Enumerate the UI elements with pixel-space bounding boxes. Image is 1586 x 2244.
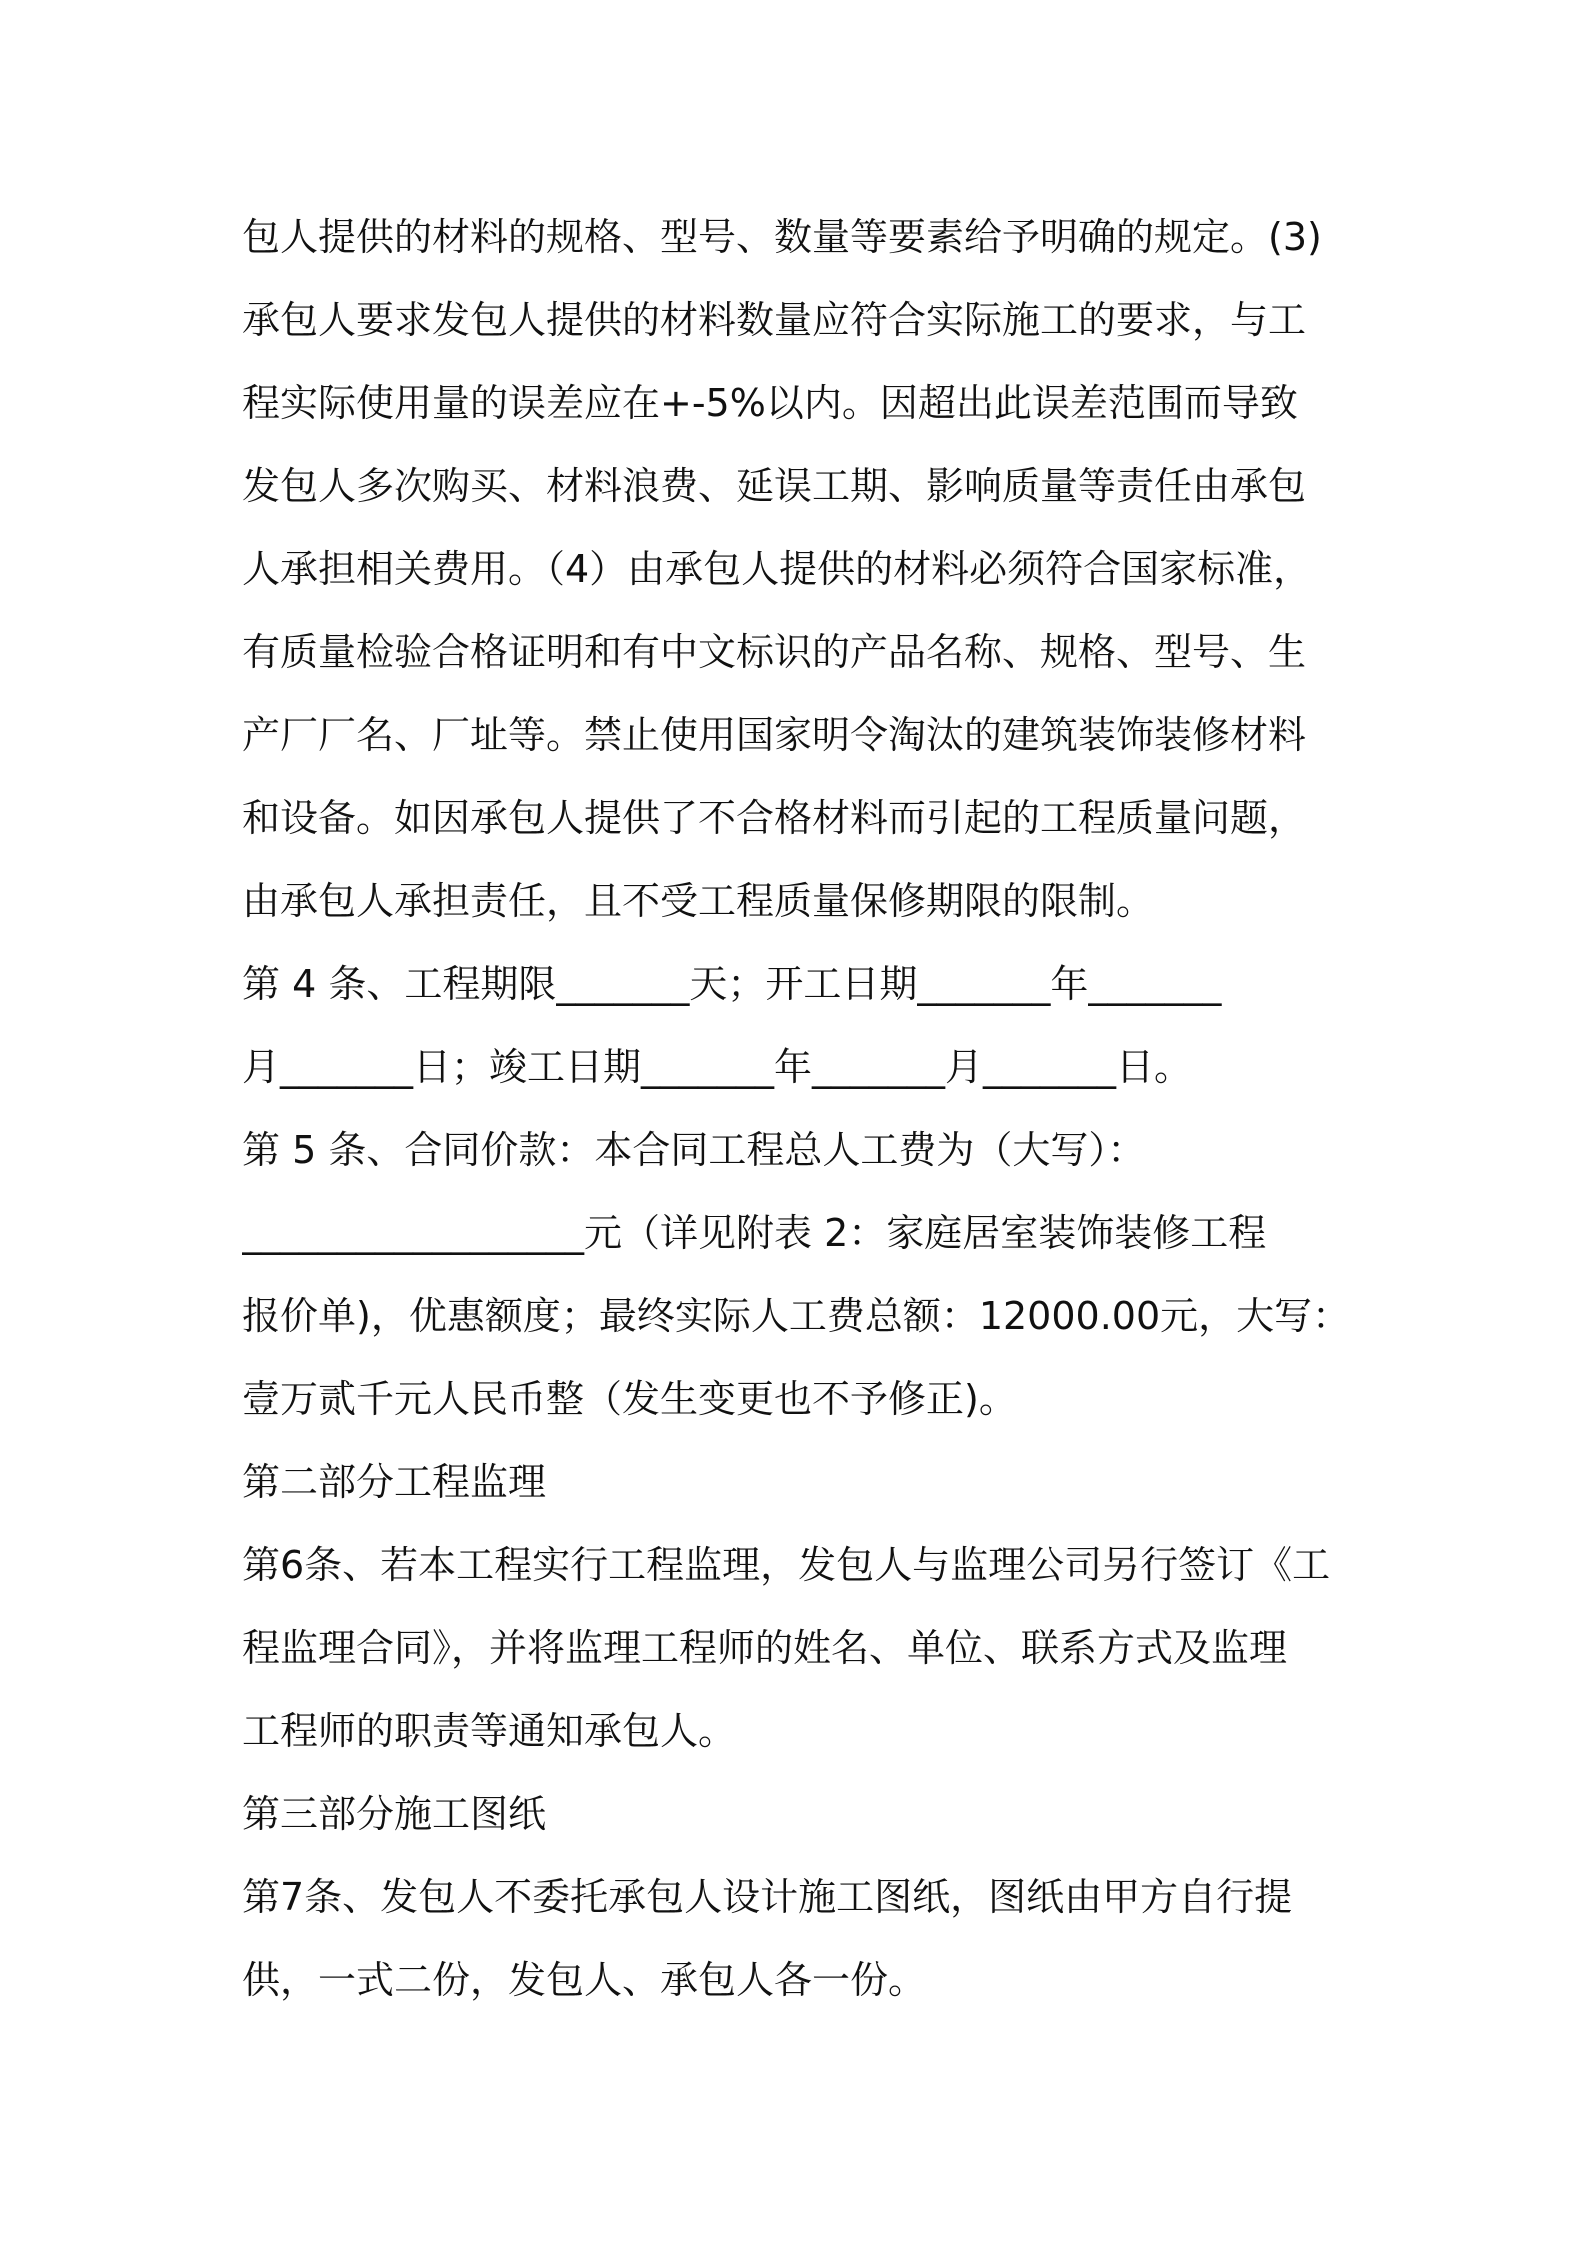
paragraph-line: 程实际使用量的误差应在+-5%以内。因超出此误差范围而导致 — [242, 381, 1298, 425]
article-6-line: 程监理合同》，并将监理工程师的姓名、单位、联系方式及监理 — [242, 1626, 1288, 1670]
article-5-line: __________________元（详见附表 2：家庭居室装饰装修工程 — [242, 1211, 1267, 1255]
document-body — [242, 196, 1358, 2022]
section-heading-supervision: 第二部分工程监理 — [242, 1460, 547, 1504]
article-5-line: 报价单)，优惠额度；最终实际人工费总额：12000.00元，大写： — [242, 1294, 1351, 1338]
paragraph-line: 产厂厂名、厂址等。禁止使用国家明令淘汰的建筑装饰装修材料 — [242, 713, 1307, 757]
paragraph-line: 由承包人承担责任，且不受工程质量保修期限的限制。 — [242, 879, 1155, 923]
article-4-line: 第 4 条、工程期限_______天；开工日期_______年_______ — [242, 962, 1222, 1006]
article-7-line: 供，一式二份，发包人、承包人各一份。 — [242, 1958, 927, 2002]
article-4-line: 月_______日；竣工日期_______年_______月_______日。 — [242, 1045, 1193, 1089]
section-heading-drawings: 第三部分施工图纸 — [242, 1792, 547, 1836]
article-5-line: 第 5 条、合同价款：本合同工程总人工费为（大写）： — [242, 1128, 1146, 1172]
article-6-line: 工程师的职责等通知承包人。 — [242, 1709, 737, 1753]
article-5-line: 壹万贰千元人民币整（发生变更也不予修正)。 — [242, 1377, 1017, 1421]
article-7-line: 第7条、发包人不委托承包人设计施工图纸，图纸由甲方自行提 — [242, 1875, 1293, 1919]
paragraph-line: 和设备。如因承包人提供了不合格材料而引起的工程质量问题， — [242, 796, 1307, 840]
paragraph-line: 有质量检验合格证明和有中文标识的产品名称、规格、型号、生 — [242, 630, 1307, 674]
article-6-line: 第6条、若本工程实行工程监理，发包人与监理公司另行签订《工 — [242, 1543, 1331, 1587]
paragraph-line: 发包人多次购买、材料浪费、延误工期、影响质量等责任由承包 — [242, 464, 1307, 508]
paragraph-line: 人承担相关费用。（4）由承包人提供的材料必须符合国家标准， — [242, 547, 1312, 591]
paragraph-line: 包人提供的材料的规格、型号、数量等要素给予明确的规定。(3) — [242, 215, 1322, 259]
paragraph-line: 承包人要求发包人提供的材料数量应符合实际施工的要求，与工 — [242, 298, 1307, 342]
